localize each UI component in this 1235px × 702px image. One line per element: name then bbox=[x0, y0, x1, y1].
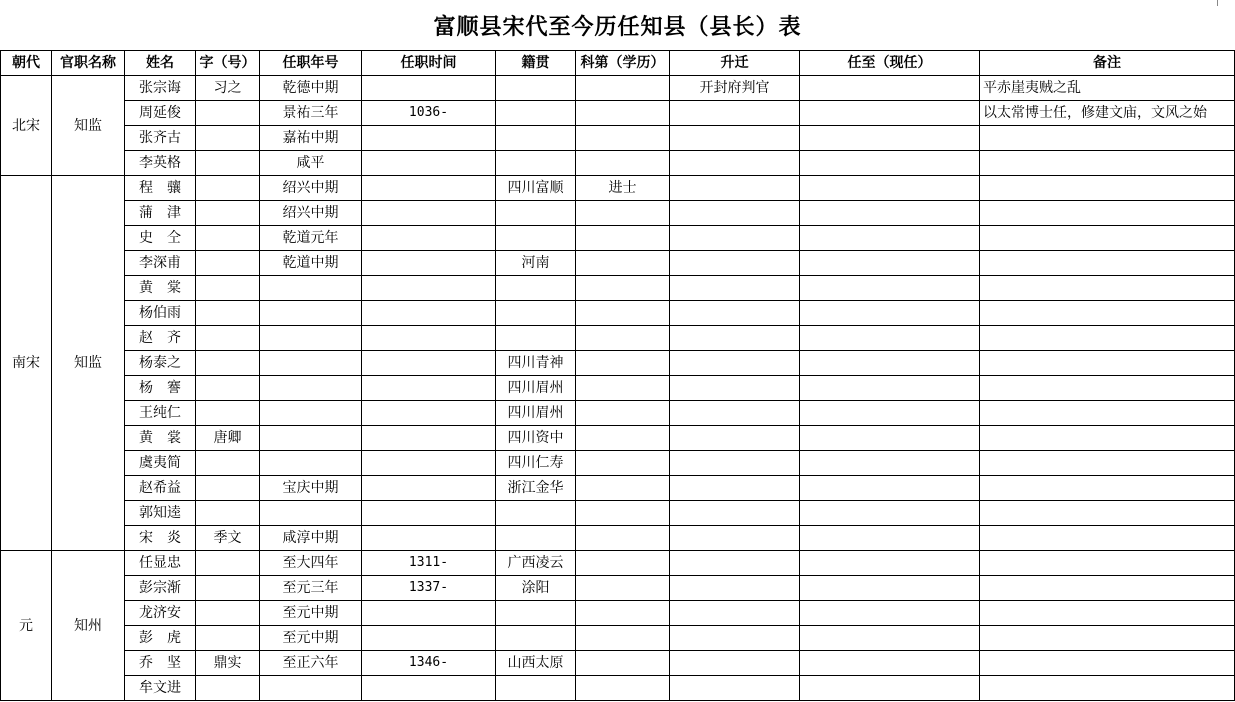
cell-degree[interactable] bbox=[576, 101, 670, 126]
table-row bbox=[1, 376, 1235, 401]
cell-era[interactable] bbox=[260, 401, 362, 426]
cell-era[interactable]: 咸平 bbox=[260, 151, 362, 176]
cell-name[interactable]: 牟文进 bbox=[125, 676, 196, 701]
cell-origin[interactable]: 四川资中 bbox=[496, 426, 576, 451]
header-promotion[interactable]: 升迁 bbox=[670, 51, 800, 76]
cell-origin[interactable]: 四川富顺 bbox=[496, 176, 576, 201]
table-row bbox=[1, 451, 1235, 476]
cell-note[interactable]: 以太常博士任，修建文庙，文风之始 bbox=[980, 101, 1235, 126]
cell-time[interactable] bbox=[362, 451, 496, 476]
cell-time[interactable] bbox=[362, 376, 496, 401]
cell-era[interactable]: 绍兴中期 bbox=[260, 201, 362, 226]
cell-until[interactable] bbox=[800, 151, 980, 176]
cell-origin[interactable]: 四川青神 bbox=[496, 351, 576, 376]
cell-zi[interactable] bbox=[196, 401, 260, 426]
cell-zi[interactable]: 季文 bbox=[196, 526, 260, 551]
header-degree[interactable]: 科第（学历） bbox=[576, 51, 670, 76]
cell-origin[interactable]: 浙江金华 bbox=[496, 476, 576, 501]
table-row bbox=[1, 226, 1235, 251]
cell-era[interactable]: 至正六年 bbox=[260, 651, 362, 676]
cell-origin[interactable] bbox=[496, 501, 576, 526]
cell-time[interactable] bbox=[362, 351, 496, 376]
header-dynasty[interactable]: 朝代 bbox=[1, 51, 52, 76]
table-row bbox=[1, 526, 1235, 551]
table-row bbox=[1, 676, 1235, 701]
header-office[interactable]: 官职名称 bbox=[52, 51, 125, 76]
cell-note[interactable] bbox=[980, 676, 1235, 701]
cell-zi[interactable] bbox=[196, 101, 260, 126]
cell-dynasty[interactable]: 南宋 bbox=[1, 176, 52, 551]
cell-promotion[interactable] bbox=[670, 351, 800, 376]
table-row bbox=[1, 251, 1235, 276]
table-row bbox=[1, 426, 1235, 451]
cell-era[interactable] bbox=[260, 451, 362, 476]
cell-zi[interactable] bbox=[196, 201, 260, 226]
cell-name[interactable]: 王纯仁 bbox=[125, 401, 196, 426]
cell-name[interactable]: 任显忠 bbox=[125, 551, 196, 576]
cell-zi[interactable] bbox=[196, 251, 260, 276]
cell-promotion[interactable] bbox=[670, 151, 800, 176]
table-row bbox=[1, 176, 1235, 201]
cell-time[interactable] bbox=[362, 626, 496, 651]
cell-time[interactable]: 1337- bbox=[362, 576, 496, 601]
cell-era[interactable]: 至元三年 bbox=[260, 576, 362, 601]
cell-promotion[interactable] bbox=[670, 176, 800, 201]
cell-note[interactable] bbox=[980, 201, 1235, 226]
cell-degree[interactable] bbox=[576, 501, 670, 526]
cell-promotion[interactable] bbox=[670, 251, 800, 276]
cell-until[interactable] bbox=[800, 601, 980, 626]
cell-name[interactable]: 乔 坚 bbox=[125, 651, 196, 676]
cell-origin[interactable] bbox=[496, 626, 576, 651]
cell-origin[interactable] bbox=[496, 201, 576, 226]
table-row bbox=[1, 276, 1235, 301]
cell-promotion[interactable] bbox=[670, 401, 800, 426]
cell-name[interactable]: 张宗诲 bbox=[125, 76, 196, 101]
cell-degree[interactable] bbox=[576, 601, 670, 626]
cell-time[interactable] bbox=[362, 176, 496, 201]
cell-origin[interactable] bbox=[496, 676, 576, 701]
cell-promotion[interactable] bbox=[670, 426, 800, 451]
cell-note[interactable] bbox=[980, 126, 1235, 151]
cell-origin[interactable] bbox=[496, 301, 576, 326]
cell-name[interactable]: 杨 謇 bbox=[125, 376, 196, 401]
cell-era[interactable]: 嘉祐中期 bbox=[260, 126, 362, 151]
cell-note[interactable] bbox=[980, 351, 1235, 376]
table-row bbox=[1, 101, 1235, 126]
cell-name[interactable]: 程 骧 bbox=[125, 176, 196, 201]
cell-origin[interactable] bbox=[496, 76, 576, 101]
cell-degree[interactable] bbox=[576, 576, 670, 601]
cell-degree[interactable] bbox=[576, 626, 670, 651]
cell-name[interactable]: 龙济安 bbox=[125, 601, 196, 626]
table-row bbox=[1, 201, 1235, 226]
header-name[interactable]: 姓名 bbox=[125, 51, 196, 76]
cell-until[interactable] bbox=[800, 226, 980, 251]
cell-era[interactable]: 乾道中期 bbox=[260, 251, 362, 276]
cell-time[interactable] bbox=[362, 401, 496, 426]
cell-degree[interactable]: 进士 bbox=[576, 176, 670, 201]
cell-origin[interactable] bbox=[496, 226, 576, 251]
cell-name[interactable]: 杨泰之 bbox=[125, 351, 196, 376]
cell-until[interactable] bbox=[800, 101, 980, 126]
cell-promotion[interactable] bbox=[670, 651, 800, 676]
cell-until[interactable] bbox=[800, 276, 980, 301]
cell-era[interactable]: 至大四年 bbox=[260, 551, 362, 576]
cell-office[interactable]: 知监 bbox=[52, 176, 125, 551]
table-row bbox=[1, 476, 1235, 501]
sheet-title: 富顺县宋代至今历任知县（县长）表 bbox=[0, 0, 1235, 51]
cell-until[interactable] bbox=[800, 376, 980, 401]
cell-era[interactable] bbox=[260, 501, 362, 526]
cell-name[interactable]: 杨伯雨 bbox=[125, 301, 196, 326]
header-note[interactable]: 备注 bbox=[980, 51, 1235, 76]
cell-origin[interactable] bbox=[496, 151, 576, 176]
cell-name[interactable]: 李英格 bbox=[125, 151, 196, 176]
cell-note[interactable] bbox=[980, 251, 1235, 276]
cell-promotion[interactable] bbox=[670, 201, 800, 226]
cell-zi[interactable] bbox=[196, 501, 260, 526]
table-row bbox=[1, 601, 1235, 626]
cell-dynasty[interactable]: 元 bbox=[1, 551, 52, 701]
cell-promotion[interactable] bbox=[670, 501, 800, 526]
cell-time[interactable] bbox=[362, 326, 496, 351]
cell-note[interactable] bbox=[980, 151, 1235, 176]
header-row bbox=[1, 51, 1235, 76]
cell-promotion[interactable] bbox=[670, 626, 800, 651]
table-row bbox=[1, 326, 1235, 351]
cell-zi[interactable] bbox=[196, 176, 260, 201]
cell-note[interactable] bbox=[980, 401, 1235, 426]
cell-degree[interactable] bbox=[576, 401, 670, 426]
cell-promotion[interactable]: 开封府判官 bbox=[670, 76, 800, 101]
cell-zi[interactable] bbox=[196, 551, 260, 576]
cell-until[interactable] bbox=[800, 301, 980, 326]
cell-origin[interactable]: 四川仁寿 bbox=[496, 451, 576, 476]
cell-promotion[interactable] bbox=[670, 326, 800, 351]
cell-note[interactable] bbox=[980, 276, 1235, 301]
cell-note[interactable] bbox=[980, 301, 1235, 326]
cell-origin[interactable]: 四川眉州 bbox=[496, 401, 576, 426]
header-until[interactable]: 任至（现任） bbox=[800, 51, 980, 76]
header-time[interactable]: 任职时间 bbox=[362, 51, 496, 76]
cell-degree[interactable] bbox=[576, 351, 670, 376]
cell-promotion[interactable] bbox=[670, 226, 800, 251]
cell-zi[interactable] bbox=[196, 351, 260, 376]
cell-note[interactable] bbox=[980, 326, 1235, 351]
cell-era[interactable]: 绍兴中期 bbox=[260, 176, 362, 201]
cell-name[interactable]: 宋 炎 bbox=[125, 526, 196, 551]
cell-note[interactable] bbox=[980, 526, 1235, 551]
table-row bbox=[1, 151, 1235, 176]
cell-promotion[interactable] bbox=[670, 451, 800, 476]
cell-time[interactable]: 1346- bbox=[362, 651, 496, 676]
cell-name[interactable]: 彭宗渐 bbox=[125, 576, 196, 601]
header-origin[interactable]: 籍贯 bbox=[496, 51, 576, 76]
cell-until[interactable] bbox=[800, 176, 980, 201]
column-marker bbox=[1217, 0, 1218, 6]
cell-zi[interactable] bbox=[196, 226, 260, 251]
cell-degree[interactable] bbox=[576, 151, 670, 176]
cell-note[interactable] bbox=[980, 501, 1235, 526]
table-row bbox=[1, 301, 1235, 326]
cell-until[interactable] bbox=[800, 476, 980, 501]
cell-time[interactable] bbox=[362, 76, 496, 101]
table-row bbox=[1, 126, 1235, 151]
cell-note[interactable] bbox=[980, 226, 1235, 251]
cell-origin[interactable] bbox=[496, 126, 576, 151]
cell-origin[interactable]: 涂阳 bbox=[496, 576, 576, 601]
cell-name[interactable]: 史 仝 bbox=[125, 226, 196, 251]
cell-note[interactable] bbox=[980, 176, 1235, 201]
cell-origin[interactable] bbox=[496, 276, 576, 301]
cell-zi[interactable] bbox=[196, 301, 260, 326]
cell-origin[interactable] bbox=[496, 526, 576, 551]
table-row bbox=[1, 401, 1235, 426]
cell-name[interactable]: 李深甫 bbox=[125, 251, 196, 276]
cell-note[interactable] bbox=[980, 601, 1235, 626]
cell-time[interactable] bbox=[362, 126, 496, 151]
cell-name[interactable]: 郭知逵 bbox=[125, 501, 196, 526]
cell-zi[interactable]: 习之 bbox=[196, 76, 260, 101]
cell-degree[interactable] bbox=[576, 251, 670, 276]
cell-time[interactable] bbox=[362, 676, 496, 701]
cell-zi[interactable]: 唐卿 bbox=[196, 426, 260, 451]
header-era[interactable]: 任职年号 bbox=[260, 51, 362, 76]
cell-note[interactable]: 平赤崖夷贼之乱 bbox=[980, 76, 1235, 101]
cell-era[interactable]: 宝庆中期 bbox=[260, 476, 362, 501]
cell-degree[interactable] bbox=[576, 201, 670, 226]
cell-origin[interactable]: 四川眉州 bbox=[496, 376, 576, 401]
cell-degree[interactable] bbox=[576, 126, 670, 151]
cell-degree[interactable] bbox=[576, 676, 670, 701]
cell-promotion[interactable] bbox=[670, 551, 800, 576]
cell-zi[interactable] bbox=[196, 276, 260, 301]
cell-degree[interactable] bbox=[576, 426, 670, 451]
cell-zi[interactable] bbox=[196, 601, 260, 626]
cell-era[interactable] bbox=[260, 326, 362, 351]
table-row bbox=[1, 626, 1235, 651]
cell-time[interactable] bbox=[362, 251, 496, 276]
cell-note[interactable] bbox=[980, 376, 1235, 401]
cell-until[interactable] bbox=[800, 451, 980, 476]
cell-name[interactable]: 黄 裳 bbox=[125, 426, 196, 451]
cell-zi[interactable] bbox=[196, 626, 260, 651]
cell-until[interactable] bbox=[800, 426, 980, 451]
cell-promotion[interactable] bbox=[670, 376, 800, 401]
cell-era[interactable]: 乾道元年 bbox=[260, 226, 362, 251]
cell-time[interactable] bbox=[362, 501, 496, 526]
cell-office[interactable]: 知监 bbox=[52, 76, 125, 176]
cell-time[interactable] bbox=[362, 276, 496, 301]
cell-promotion[interactable] bbox=[670, 676, 800, 701]
cell-origin[interactable]: 河南 bbox=[496, 251, 576, 276]
cell-zi[interactable]: 鼎实 bbox=[196, 651, 260, 676]
cell-until[interactable] bbox=[800, 201, 980, 226]
cell-name[interactable]: 周延俊 bbox=[125, 101, 196, 126]
cell-dynasty[interactable]: 北宋 bbox=[1, 76, 52, 176]
cell-degree[interactable] bbox=[576, 551, 670, 576]
cell-note[interactable] bbox=[980, 451, 1235, 476]
cell-name[interactable]: 虞夷简 bbox=[125, 451, 196, 476]
cell-zi[interactable] bbox=[196, 151, 260, 176]
cell-degree[interactable] bbox=[576, 476, 670, 501]
cell-time[interactable]: 1311- bbox=[362, 551, 496, 576]
cell-until[interactable] bbox=[800, 526, 980, 551]
cell-degree[interactable] bbox=[576, 451, 670, 476]
cell-degree[interactable] bbox=[576, 526, 670, 551]
cell-promotion[interactable] bbox=[670, 101, 800, 126]
cell-until[interactable] bbox=[800, 676, 980, 701]
cell-note[interactable] bbox=[980, 626, 1235, 651]
cell-era[interactable]: 咸淳中期 bbox=[260, 526, 362, 551]
cell-note[interactable] bbox=[980, 551, 1235, 576]
cell-promotion[interactable] bbox=[670, 126, 800, 151]
table-row bbox=[1, 76, 1235, 101]
cell-note[interactable] bbox=[980, 651, 1235, 676]
table-row bbox=[1, 576, 1235, 601]
cell-name[interactable]: 赵 齐 bbox=[125, 326, 196, 351]
cell-zi[interactable] bbox=[196, 126, 260, 151]
table-body bbox=[1, 76, 1235, 701]
cell-name[interactable]: 黄 棠 bbox=[125, 276, 196, 301]
cell-time[interactable] bbox=[362, 226, 496, 251]
cell-until[interactable] bbox=[800, 651, 980, 676]
cell-promotion[interactable] bbox=[670, 526, 800, 551]
cell-promotion[interactable] bbox=[670, 601, 800, 626]
cell-era[interactable] bbox=[260, 351, 362, 376]
cell-until[interactable] bbox=[800, 551, 980, 576]
table-row bbox=[1, 501, 1235, 526]
cell-note[interactable] bbox=[980, 576, 1235, 601]
cell-until[interactable] bbox=[800, 251, 980, 276]
cell-era[interactable]: 至元中期 bbox=[260, 601, 362, 626]
cell-promotion[interactable] bbox=[670, 276, 800, 301]
cell-office[interactable]: 知州 bbox=[52, 551, 125, 701]
cell-era[interactable] bbox=[260, 376, 362, 401]
header-zi[interactable]: 字（号） bbox=[196, 51, 260, 76]
cell-time[interactable] bbox=[362, 476, 496, 501]
cell-name[interactable]: 张齐古 bbox=[125, 126, 196, 151]
cell-until[interactable] bbox=[800, 76, 980, 101]
magistrates-table bbox=[0, 50, 1235, 701]
cell-time[interactable] bbox=[362, 151, 496, 176]
cell-era[interactable] bbox=[260, 676, 362, 701]
cell-zi[interactable] bbox=[196, 326, 260, 351]
cell-time[interactable] bbox=[362, 526, 496, 551]
table-row bbox=[1, 351, 1235, 376]
cell-promotion[interactable] bbox=[670, 476, 800, 501]
cell-origin[interactable] bbox=[496, 326, 576, 351]
cell-name[interactable]: 赵希益 bbox=[125, 476, 196, 501]
cell-time[interactable] bbox=[362, 426, 496, 451]
cell-until[interactable] bbox=[800, 626, 980, 651]
cell-note[interactable] bbox=[980, 426, 1235, 451]
cell-origin[interactable] bbox=[496, 601, 576, 626]
cell-name[interactable]: 蒲 津 bbox=[125, 201, 196, 226]
cell-degree[interactable] bbox=[576, 326, 670, 351]
cell-zi[interactable] bbox=[196, 451, 260, 476]
cell-degree[interactable] bbox=[576, 276, 670, 301]
cell-origin[interactable]: 广西凌云 bbox=[496, 551, 576, 576]
cell-zi[interactable] bbox=[196, 376, 260, 401]
cell-promotion[interactable] bbox=[670, 576, 800, 601]
cell-degree[interactable] bbox=[576, 226, 670, 251]
cell-degree[interactable] bbox=[576, 301, 670, 326]
cell-zi[interactable] bbox=[196, 476, 260, 501]
table-row bbox=[1, 551, 1235, 576]
cell-era[interactable]: 乾德中期 bbox=[260, 76, 362, 101]
cell-degree[interactable] bbox=[576, 376, 670, 401]
cell-until[interactable] bbox=[800, 401, 980, 426]
cell-time[interactable]: 1036- bbox=[362, 101, 496, 126]
cell-time[interactable] bbox=[362, 201, 496, 226]
cell-until[interactable] bbox=[800, 326, 980, 351]
cell-era[interactable] bbox=[260, 301, 362, 326]
cell-zi[interactable] bbox=[196, 576, 260, 601]
cell-time[interactable] bbox=[362, 601, 496, 626]
cell-era[interactable] bbox=[260, 426, 362, 451]
cell-degree[interactable] bbox=[576, 651, 670, 676]
cell-promotion[interactable] bbox=[670, 301, 800, 326]
cell-until[interactable] bbox=[800, 501, 980, 526]
cell-era[interactable]: 至元中期 bbox=[260, 626, 362, 651]
cell-note[interactable] bbox=[980, 476, 1235, 501]
cell-origin[interactable] bbox=[496, 101, 576, 126]
table-row bbox=[1, 651, 1235, 676]
cell-until[interactable] bbox=[800, 351, 980, 376]
cell-origin[interactable]: 山西太原 bbox=[496, 651, 576, 676]
cell-degree[interactable] bbox=[576, 76, 670, 101]
cell-era[interactable] bbox=[260, 276, 362, 301]
cell-era[interactable]: 景祐三年 bbox=[260, 101, 362, 126]
cell-time[interactable] bbox=[362, 301, 496, 326]
cell-zi[interactable] bbox=[196, 676, 260, 701]
cell-name[interactable]: 彭 虎 bbox=[125, 626, 196, 651]
cell-until[interactable] bbox=[800, 126, 980, 151]
cell-until[interactable] bbox=[800, 576, 980, 601]
